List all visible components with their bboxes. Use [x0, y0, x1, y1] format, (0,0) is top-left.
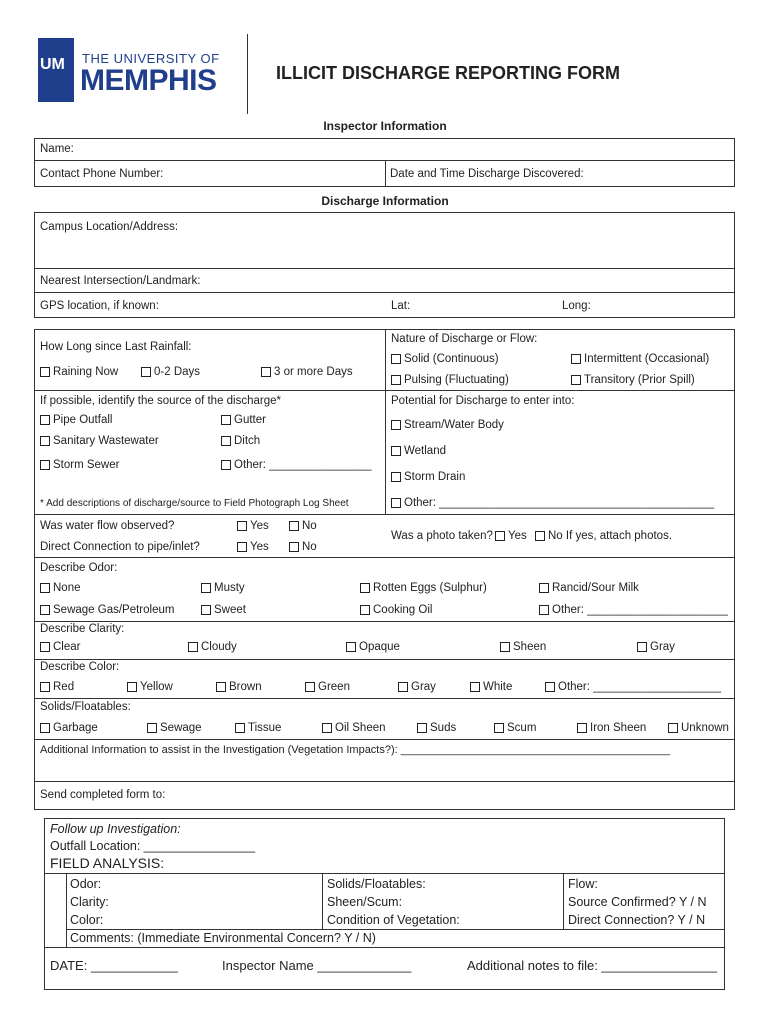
solids-label: Solids/Floatables:: [40, 701, 131, 713]
solids-unknown-checkbox[interactable]: Unknown: [668, 721, 729, 735]
logo-top-text: THE UNIVERSITY OF: [82, 51, 220, 66]
clarity-clear-checkbox[interactable]: Clear: [40, 640, 80, 654]
date-time-field[interactable]: Date and Time Discharge Discovered:: [390, 168, 584, 180]
inspector-name-field[interactable]: Inspector Name _____________: [222, 958, 412, 973]
gutter-checkbox[interactable]: Gutter: [221, 413, 266, 427]
odor-rancid-checkbox[interactable]: Rancid/Sour Milk: [539, 581, 639, 595]
clarity-sheen-checkbox[interactable]: Sheen: [500, 640, 546, 654]
odor-label: Describe Odor:: [40, 562, 118, 574]
form-title: ILLICIT DISCHARGE REPORTING FORM: [276, 63, 620, 83]
solids-tissue-checkbox[interactable]: Tissue: [235, 721, 281, 735]
additional-notes-field[interactable]: Additional notes to file: ________________: [467, 958, 718, 973]
campus-field[interactable]: Campus Location/Address:: [40, 221, 179, 233]
wetland-checkbox[interactable]: Wetland: [391, 444, 446, 458]
color-brown-checkbox[interactable]: Brown: [216, 680, 262, 694]
transitory-checkbox[interactable]: Transitory (Prior Spill): [571, 373, 695, 387]
logo-main-text: MEMPHIS: [80, 64, 217, 97]
source-other-checkbox[interactable]: Other: ________________: [221, 458, 371, 472]
pipe-outfall-checkbox[interactable]: Pipe Outfall: [40, 413, 112, 427]
odor-none-checkbox[interactable]: None: [40, 581, 81, 595]
color-gray-checkbox[interactable]: Gray: [398, 680, 436, 694]
odor-cooking-oil-checkbox[interactable]: Cooking Oil: [360, 603, 432, 617]
discharge-heading: Discharge Information: [321, 194, 449, 208]
solids-sewage-checkbox[interactable]: Sewage: [147, 721, 202, 735]
university-logo: [38, 38, 238, 104]
rain-0-2-days-checkbox[interactable]: 0-2 Days: [141, 365, 200, 379]
lat-field[interactable]: Lat:: [391, 300, 411, 312]
clarity-gray-checkbox[interactable]: Gray: [637, 640, 675, 654]
odor-other-checkbox[interactable]: Other: ______________________: [539, 603, 728, 617]
intermittent-checkbox[interactable]: Intermittent (Occasional): [571, 352, 709, 366]
solids-field[interactable]: Solids/Floatables:: [327, 877, 426, 891]
source-confirmed-field[interactable]: Source Confirmed? Y / N: [568, 895, 707, 909]
solids-garbage-checkbox[interactable]: Garbage: [40, 721, 98, 735]
source-note: * Add descriptions of discharge/source to Field Photograph Log Sheet: [40, 498, 349, 509]
clarity-field[interactable]: Clarity:: [70, 895, 109, 909]
clarity-cloudy-checkbox[interactable]: Cloudy: [188, 640, 237, 654]
color-green-checkbox[interactable]: Green: [305, 680, 350, 694]
source-label: If possible, identify the source of the discharge*: [40, 395, 282, 407]
pulsing-checkbox[interactable]: Pulsing (Fluctuating): [391, 373, 509, 387]
water-flow-yes-checkbox[interactable]: Yes: [237, 519, 269, 533]
solids-scum-checkbox[interactable]: Scum: [494, 721, 536, 735]
direct-no-checkbox[interactable]: No: [289, 540, 317, 554]
clarity-opaque-checkbox[interactable]: Opaque: [346, 640, 400, 654]
flow-field[interactable]: Flow:: [568, 877, 598, 891]
stream-checkbox[interactable]: Stream/Water Body: [391, 418, 504, 432]
solids-oil-sheen-checkbox[interactable]: Oil Sheen: [322, 721, 386, 735]
color-label: Describe Color:: [40, 661, 120, 673]
ditch-checkbox[interactable]: Ditch: [221, 434, 260, 448]
rain-3-plus-days-checkbox[interactable]: 3 or more Days: [261, 365, 353, 379]
long-field[interactable]: Long:: [562, 300, 591, 312]
direct-yes-checkbox[interactable]: Yes: [237, 540, 269, 554]
storm-sewer-checkbox[interactable]: Storm Sewer: [40, 458, 119, 472]
odor-field[interactable]: Odor:: [70, 877, 102, 891]
photo-label: Was a photo taken?: [391, 530, 493, 542]
solids-iron-sheen-checkbox[interactable]: Iron Sheen: [577, 721, 646, 735]
rain-now-checkbox[interactable]: Raining Now: [40, 365, 118, 379]
odor-rotten-eggs-checkbox[interactable]: Rotten Eggs (Sulphur): [360, 581, 487, 595]
storm-drain-checkbox[interactable]: Storm Drain: [391, 470, 465, 484]
phone-field[interactable]: Contact Phone Number:: [40, 168, 164, 180]
logo-mark: [38, 38, 74, 102]
gps-field[interactable]: GPS location, if known:: [40, 300, 159, 312]
field-analysis-heading: FIELD ANALYSIS:: [50, 855, 165, 871]
date-field[interactable]: DATE: ____________: [50, 958, 178, 973]
logo-mark-text: UM: [40, 56, 65, 73]
solid-continuous-checkbox[interactable]: Solid (Continuous): [391, 352, 499, 366]
name-field[interactable]: Name:: [40, 143, 74, 155]
odor-sweet-checkbox[interactable]: Sweet: [201, 603, 246, 617]
send-to-field[interactable]: Send completed form to:: [40, 789, 166, 801]
color-white-checkbox[interactable]: White: [470, 680, 512, 694]
solids-suds-checkbox[interactable]: Suds: [417, 721, 456, 735]
sheen-field[interactable]: Sheen/Scum:: [327, 895, 403, 909]
vegetation-field[interactable]: Condition of Vegetation:: [327, 913, 460, 927]
photo-yes-checkbox[interactable]: Yes: [495, 529, 527, 543]
odor-musty-checkbox[interactable]: Musty: [201, 581, 245, 595]
rainfall-label: How Long since Last Rainfall:: [40, 341, 192, 353]
odor-sewage-checkbox[interactable]: Sewage Gas/Petroleum: [40, 603, 174, 617]
photo-no-checkbox[interactable]: No If yes, attach photos.: [535, 529, 672, 543]
potential-label: Potential for Discharge to enter into:: [391, 395, 575, 407]
water-flow-label: Was water flow observed?: [40, 520, 175, 532]
additional-info-field[interactable]: Additional Information to assist in the Investigation (Vegetation Impacts?): ____________________________________________: [40, 744, 670, 756]
outfall-location-field[interactable]: Outfall Location: ________________: [50, 839, 256, 853]
color-yellow-checkbox[interactable]: Yellow: [127, 680, 173, 694]
color-other-checkbox[interactable]: Other: ____________________: [545, 680, 721, 694]
intersection-field[interactable]: Nearest Intersection/Landmark:: [40, 275, 201, 287]
header-divider: [247, 34, 248, 114]
color-red-checkbox[interactable]: Red: [40, 680, 74, 694]
sanitary-wastewater-checkbox[interactable]: Sanitary Wastewater: [40, 434, 159, 448]
nature-label: Nature of Discharge or Flow:: [391, 333, 538, 345]
followup-title: Follow up Investigation:: [50, 822, 181, 836]
direct-connection-field[interactable]: Direct Connection? Y / N: [568, 913, 706, 927]
inspector-heading: Inspector Information: [323, 119, 447, 133]
water-flow-no-checkbox[interactable]: No: [289, 519, 317, 533]
color-field[interactable]: Color:: [70, 913, 104, 927]
clarity-label: Describe Clarity:: [40, 623, 125, 635]
comments-field[interactable]: Comments: (Immediate Environmental Concern? Y / N): [70, 931, 376, 945]
potential-other-checkbox[interactable]: Other: ___________________________________________: [391, 496, 714, 510]
direct-connection-label: Direct Connection to pipe/inlet?: [40, 541, 200, 553]
